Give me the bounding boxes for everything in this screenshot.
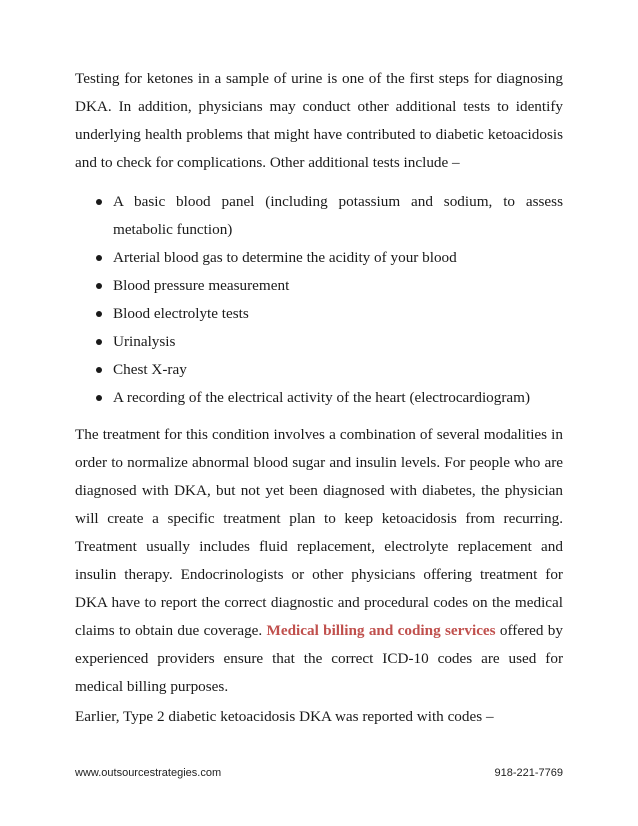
list-item-text: Blood electrolyte tests	[113, 305, 249, 322]
list-item-text: Urinalysis	[113, 333, 176, 350]
treatment-paragraph	[75, 421, 563, 701]
list-item	[75, 328, 563, 356]
list-item-text: A recording of the electrical activity of the heart (electrocardiogram)	[113, 389, 531, 406]
codes-intro-paragraph: Earlier, Type 2 diabetic ketoacidosis DKA was reported with codes –	[75, 708, 494, 725]
list-item	[75, 272, 563, 300]
list-item-text: Chest X-ray	[113, 361, 187, 378]
footer-website: www.outsourcestrategies.com	[75, 767, 222, 779]
bullet-icon	[96, 339, 102, 345]
bullet-icon	[96, 367, 102, 373]
bullet-icon	[96, 283, 102, 289]
list-item	[75, 188, 563, 244]
list-item-text: Arterial blood gas to determine the acidity of your blood	[113, 249, 457, 266]
list-item	[75, 300, 563, 328]
bullet-icon	[96, 255, 102, 261]
treatment-text-before: The treatment for this condition involves a combination of several modalities in order to normalize abnormal blood sugar and insulin levels. For people who are diagnosed with DKA, but not yet been diagnosed with diabetes, the physician will create a specific treatment plan to keep ketoacidosis from recurring. Treatment usually includes fluid replacement, electrolyte replacement and insulin therapy. Endocrinologists or other physicians offering treatment for DKA have to report the correct diagnostic and procedural codes on the medical claims to obtain due coverage.	[75, 426, 563, 639]
footer-phone: 918-221-7769	[494, 767, 563, 779]
list-item	[75, 384, 563, 412]
list-item	[75, 356, 563, 384]
bullet-icon	[96, 199, 102, 205]
medical-billing-link[interactable]: Medical billing and coding services	[266, 622, 496, 639]
tests-list	[75, 188, 563, 412]
list-item-text: Blood pressure measurement	[113, 277, 290, 294]
list-item-text: A basic blood panel (including potassium and sodium, to assess metabolic function)	[113, 193, 563, 238]
intro-paragraph: Testing for ketones in a sample of urine is one of the first steps for diagnosing DKA. In addition, physicians may conduct other additional tests to identify underlying health problems that might have contributed to diabetic ketoacidosis and to check for complications. Other additional tests include –	[75, 70, 563, 171]
bullet-icon	[96, 395, 102, 401]
bullet-icon	[96, 311, 102, 317]
treatment-text-after: offered by experienced providers ensure that the correct ICD-10 codes are used for medical billing purposes.	[75, 622, 563, 695]
list-item	[75, 244, 563, 272]
